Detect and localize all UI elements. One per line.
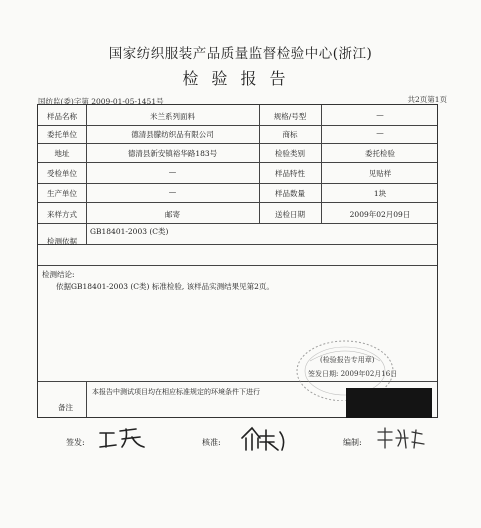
issue-date: 签发日期: 2009年02月16日	[308, 370, 398, 378]
sample-qty-value: 1块	[373, 189, 387, 198]
sample-name-value: 米兰系列面料	[150, 112, 195, 121]
inspected-unit-value: —	[168, 167, 177, 176]
conclusion-label: 检测结论:	[42, 270, 75, 279]
address-label: 地址	[54, 149, 70, 158]
organization-title: 国家纺织服装产品质量监督检验中心(浙江)	[108, 46, 373, 62]
report-number: 国纺监(委)字第 2009-01-05-1451号	[38, 97, 164, 106]
sampling-label: 来样方式	[47, 210, 77, 219]
address-value: 德清县新安镇裕华路183号	[127, 149, 218, 158]
report-form-grid	[37, 104, 438, 418]
producer-label: 生产单位	[47, 189, 77, 198]
editor-signature	[374, 426, 426, 452]
client-label: 委托单位	[47, 130, 77, 139]
spec-label: 规格/号型	[273, 112, 307, 121]
redacted-area	[346, 388, 432, 418]
type-label: 检验类别	[275, 149, 305, 158]
producer-value: —	[168, 187, 177, 196]
brand-label: 商标	[282, 130, 298, 139]
report-title: 检验报告	[182, 69, 299, 88]
arrival-label: 送检日期	[275, 210, 305, 219]
spec-value: —	[376, 110, 384, 119]
reviewer-label: 核准:	[202, 438, 221, 447]
remarks-text: 本报告中测试项目均在相应标准规定的环境条件下进行	[92, 388, 260, 396]
brand-value: —	[376, 128, 384, 137]
reviewer-signature	[238, 424, 294, 454]
inspected-unit-label: 受检单位	[47, 169, 77, 178]
issuer-label: 签发:	[66, 438, 85, 447]
sample-property-label: 样品特性	[275, 169, 305, 178]
editor-label: 编制:	[343, 438, 362, 447]
basis-label: 检测依据	[47, 237, 77, 246]
sample-qty-label: 样品数量	[275, 189, 305, 198]
sample-property-value: 见贴样	[368, 169, 392, 178]
sample-name-label: 样品名称	[47, 112, 77, 121]
type-value: 委托检验	[365, 149, 395, 158]
issuer-signature	[96, 425, 148, 453]
page-number: 共2页第1页	[407, 95, 447, 104]
sampling-value: 邮寄	[165, 210, 180, 219]
client-value: 德清县朦纺织品有限公司	[131, 130, 214, 139]
arrival-value: 2009年02月09日	[349, 210, 411, 219]
remarks-label: 备注	[58, 403, 73, 412]
basis-value: GB18401-2003 (C类)	[90, 227, 169, 236]
stamp-label: (检验报告专用章)	[320, 356, 375, 364]
conclusion-text: 依据GB18401-2003 (C类) 标准检验, 该样品实测结果见第2页。	[56, 282, 274, 291]
